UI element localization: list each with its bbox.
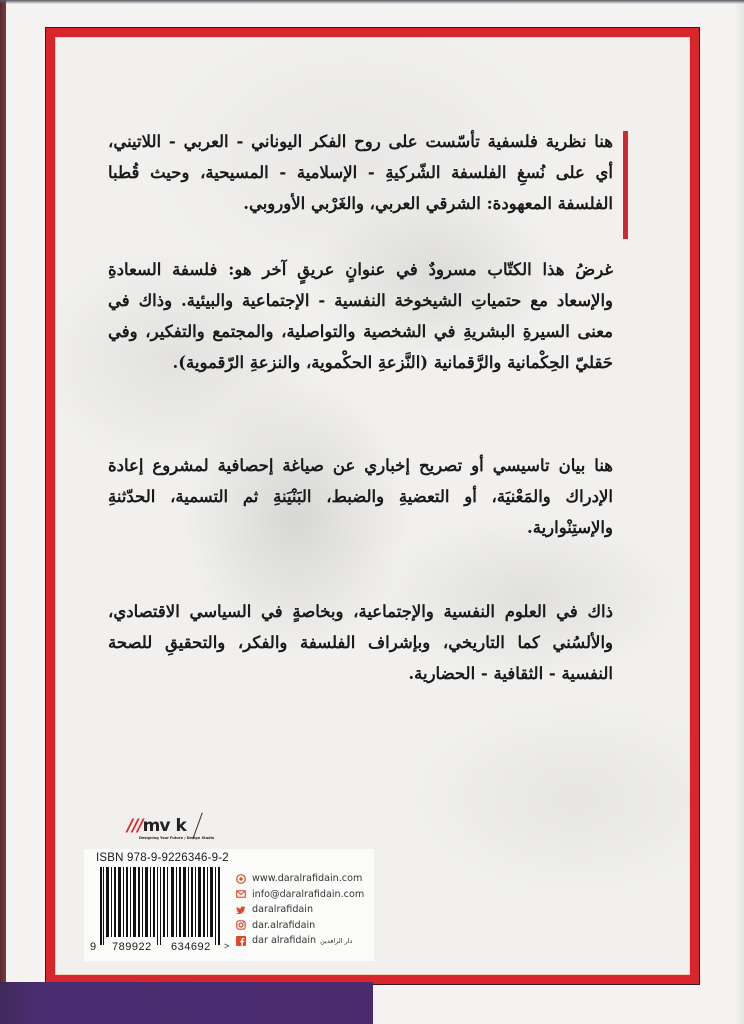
contact-instagram-text: dar.alrafidain: [252, 919, 316, 931]
instagram-icon: [236, 920, 246, 930]
barcode: [96, 867, 224, 941]
spine-edge: [0, 0, 6, 1024]
twitter-icon: [236, 905, 246, 915]
logo-tagline: Designing Your Future / Design Studio: [139, 836, 215, 840]
paragraph-statement: هنا بيان تاسيسي أو تصريح إخباري عن صياغة إحصافية لمشروع إعادة الإدراك والمَعْنيَة، أو التعضيةِ والضبط، البَنْيَنةِ ثم التسمية، الحدّثنةِ والإستِنْوارية.: [108, 456, 613, 537]
isbn-sticker: [84, 849, 374, 961]
paragraph-intro: هنا نظرية فلسفية تأسّست على روح الفكر اليوناني - العربي - اللاتيني، أي على نُسغِ الفلسفة الشّركيةِ - الإسلامية - المسيحية، وحيث قُطبا الفلسفة المعهودة: الشرقي العربي، والغَرْبي الأوروبي.: [108, 132, 613, 213]
email-icon: [236, 889, 246, 899]
barcode-left-digits: 789922: [112, 941, 152, 953]
paragraph-fields: ذاك في العلوم النفسية والإجتماعية، وبخاصةٍ في السياسي الاقتصادي، والألسُني كما التاريخي، وبإشراف الفلسفة والفكر، والتحقيقِ للصحة النفسية - الثقافية - الحضارية.: [108, 602, 613, 683]
logo-mark: [127, 816, 186, 836]
barcode-first-digit: 9: [90, 941, 97, 953]
contact-instagram[interactable]: [236, 918, 364, 934]
red-frame-border: [45, 27, 700, 985]
design-studio-logo: [119, 816, 229, 846]
contact-facebook-arabic: دار الرافدين: [320, 936, 353, 945]
logo-mark-after: k: [175, 816, 186, 836]
web-icon: [236, 874, 246, 884]
logo-mark-red: ///: [127, 816, 143, 836]
facebook-icon: [236, 936, 246, 946]
contact-email[interactable]: [236, 887, 364, 903]
right-edge-shade: [734, 0, 744, 1024]
textured-text-panel: [55, 37, 690, 975]
red-accent-bar: [623, 131, 628, 239]
contact-website-text: www.daralrafidain.com: [252, 873, 363, 885]
top-edge-shadow: [0, 0, 744, 4]
isbn-label: ISBN 978-9-9226346-9-2: [96, 852, 229, 864]
barcode-end-mark: >: [224, 941, 230, 951]
logo-mark-dark: mv: [142, 816, 170, 836]
publisher-contacts: [236, 871, 364, 949]
contact-facebook-text: dar alrafidain: [252, 935, 317, 947]
contact-twitter-text: daralrafidain: [252, 904, 314, 916]
contact-website[interactable]: [236, 871, 364, 887]
contact-twitter[interactable]: [236, 902, 364, 918]
paragraph-purpose: غرضُ هذا الكتّاب مسرودٌ في عنوانٍ عريقٍ آخر هو: فلسفة السعادةِ والإسعاد مع حتمياتِ الشيخوخة النفسية - الإجتماعية والبيئية. وذاك في معنى السيرةِ البشريةِ في الشخصية والتواصلية، والمجتمع والتفكير، وفي حَقليّ الحِكْمانية والرَّقمانية (النَّزعةِ الحكْموية، والنزعةِ الرّقموية).: [108, 260, 613, 372]
purple-bottom-band: [0, 982, 373, 1024]
contact-email-text: info@daralrafidain.com: [252, 888, 365, 900]
contact-facebook[interactable]: [236, 933, 364, 949]
barcode-right-digits: 634692: [171, 941, 211, 953]
